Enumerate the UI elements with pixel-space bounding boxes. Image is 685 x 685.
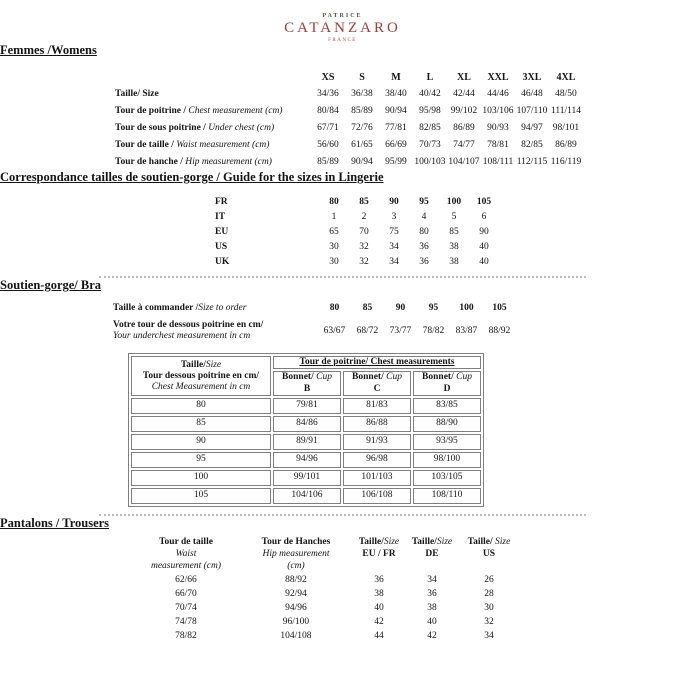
cell: 99/102 <box>450 105 478 116</box>
header-sub: DE <box>425 549 439 560</box>
cell: 103/105 <box>413 470 481 486</box>
cell: 4 <box>421 211 427 222</box>
group-header-text: Tour de poitrine/ Chest measurements <box>299 357 455 367</box>
cell: 84/86 <box>273 416 341 432</box>
lingerie-row-eu <box>215 224 499 239</box>
row-label-fr: Tour de hanche / <box>115 156 186 167</box>
row-label-fr: Taille à commander / <box>113 303 199 313</box>
header-sub: EU / FR <box>362 549 396 560</box>
row-label-fr: Taille/ Size <box>115 88 159 99</box>
cell: 30 <box>484 602 494 613</box>
row-label <box>113 317 318 345</box>
cell: 44/46 <box>487 88 509 99</box>
row-label-en: Hip measurement (cm) <box>185 156 272 167</box>
cell: 2 <box>361 211 367 222</box>
womens-row-chest <box>115 102 583 119</box>
cell: 32 <box>359 256 369 267</box>
cup-row-100 <box>131 470 481 486</box>
cell: 56/60 <box>317 139 339 150</box>
header-fr: Taille/ <box>411 537 437 548</box>
cell: 95/99 <box>385 156 407 167</box>
cell: 5 <box>451 211 457 222</box>
cell: 96/98 <box>343 452 411 468</box>
cell: 80 <box>329 303 340 313</box>
waist-column-header <box>130 537 242 573</box>
cup-group-header <box>273 356 481 369</box>
cell: 62/66 <box>175 574 197 585</box>
cell: 103/106 <box>482 105 514 116</box>
cell: 95/98 <box>419 105 441 116</box>
section-title-bra: Soutien-gorge/ Bra <box>0 278 102 292</box>
header-sub: US <box>482 549 496 560</box>
header-en: Size <box>495 537 511 548</box>
cell: 92/94 <box>285 588 307 599</box>
cell: 65 <box>329 226 339 237</box>
cell: 90/94 <box>351 156 373 167</box>
row-label-fr: Votre tour de dessous poitrine en cm/ <box>113 320 264 331</box>
cup-c-header <box>343 371 411 396</box>
cell: 40 <box>479 256 489 267</box>
cup-b-header <box>273 371 341 396</box>
cell: 82/85 <box>521 139 543 150</box>
size-header-xxl: XXL <box>487 71 509 83</box>
trousers-row <box>130 629 522 643</box>
cell: 32 <box>359 241 369 252</box>
lingerie-row-uk <box>215 254 499 269</box>
row-label-en: Waist measurement (cm) <box>176 139 270 150</box>
cell: 34/36 <box>317 88 339 99</box>
cup-header-row-1 <box>131 356 481 369</box>
womens-row-waist <box>115 136 583 153</box>
cell: 30 <box>329 256 339 267</box>
cup-label-en: Cup <box>386 372 402 383</box>
lingerie-row-us <box>215 239 499 254</box>
cell: 78/82 <box>175 630 197 641</box>
cell: 83/87 <box>455 326 478 336</box>
row-label: IT <box>215 211 226 222</box>
section-title-trousers: Pantalons / Trousers <box>0 516 110 531</box>
header-fr: Taille/ <box>180 359 206 370</box>
row-label: US <box>215 241 228 252</box>
cell: 66/70 <box>175 588 197 599</box>
brand-logo-catanzaro-text: CATANZARO <box>284 20 401 36</box>
size-header-3xl: 3XL <box>522 71 542 83</box>
cup-label-fr: Bonnet/ <box>282 372 317 383</box>
cell: 30 <box>329 241 339 252</box>
row-label: EU <box>215 226 229 237</box>
cell: 77/81 <box>385 122 407 133</box>
cell: 66/69 <box>385 139 407 150</box>
row-label-fr: Tour de taille / <box>115 139 177 150</box>
cell: 104/106 <box>273 488 341 504</box>
womens-row-hip <box>115 153 583 170</box>
cell: 101/103 <box>343 470 411 486</box>
cell: 108/110 <box>413 488 481 504</box>
size-header-xl: XL <box>457 71 471 83</box>
cell: 40 <box>427 616 437 627</box>
cell: 44 <box>374 630 384 641</box>
section-title-womens: Femmes /Womens <box>0 43 97 57</box>
cell: 112/115 <box>516 156 548 167</box>
cell: 100 <box>131 470 271 486</box>
cell: 74/78 <box>175 616 197 627</box>
cell: 98/100 <box>413 452 481 468</box>
cell: 90/93 <box>487 122 509 133</box>
header-en: Waist <box>175 549 197 560</box>
trousers-header-row <box>130 537 522 573</box>
cup-size-column-header <box>131 356 271 396</box>
header-fr: Taille/ <box>358 537 384 548</box>
bra-underchest-row <box>113 317 516 345</box>
cell: 90 <box>131 434 271 450</box>
header-en: (cm) <box>287 560 305 571</box>
cell: 72/76 <box>351 122 373 133</box>
cell: 85 <box>359 196 369 207</box>
cell: 46/48 <box>521 88 543 99</box>
cell: 85/89 <box>317 156 339 167</box>
cup-label-en: Cup <box>456 372 472 383</box>
cell: 90 <box>389 196 399 207</box>
cell: 88/92 <box>285 574 307 585</box>
cell: 70/74 <box>175 602 197 613</box>
header-fr: Tour de taille <box>159 537 213 548</box>
lingerie-row-fr <box>215 194 499 209</box>
cell: 34 <box>389 241 399 252</box>
cell: 105 <box>476 196 492 207</box>
brand-logo <box>0 0 685 43</box>
lingerie-correspondence-table <box>215 194 499 269</box>
cell: 73/77 <box>389 326 412 336</box>
cell: 34 <box>484 630 494 641</box>
cell: 88/90 <box>413 416 481 432</box>
cell: 100 <box>446 196 462 207</box>
row-label <box>115 119 311 136</box>
cell: 36 <box>427 588 437 599</box>
cell: 90 <box>395 303 406 313</box>
cell: 85 <box>449 226 459 237</box>
cell: 86/89 <box>555 139 577 150</box>
empty-corner-cell <box>115 69 311 85</box>
cell: 38 <box>449 256 459 267</box>
size-header-m: M <box>391 71 401 83</box>
cell: 42 <box>374 616 384 627</box>
trousers-row <box>130 601 522 615</box>
cell: 90/94 <box>385 105 407 116</box>
header-fr: Tour de Hanches <box>261 537 331 548</box>
cell: 67/71 <box>317 122 339 133</box>
row-label-en: Size to order <box>198 303 247 313</box>
cell: 36 <box>419 241 429 252</box>
cell: 104/107 <box>448 156 480 167</box>
cell: 82/85 <box>419 122 441 133</box>
size-header-l: L <box>426 71 434 83</box>
cell: 63/67 <box>323 326 346 336</box>
cell: 26 <box>484 574 494 585</box>
womens-measurements-table <box>115 69 583 170</box>
cell: 42/44 <box>453 88 475 99</box>
cell: 94/96 <box>285 602 307 613</box>
lingerie-row-it <box>215 209 499 224</box>
cell: 34 <box>389 256 399 267</box>
row-label-en: Your underchest measurement in cm <box>113 331 251 341</box>
cell: 94/97 <box>521 122 543 133</box>
cell: 96/100 <box>282 616 310 627</box>
cup-label-en: Cup <box>316 372 332 383</box>
brand-logo-patrice-text: PATRICE <box>322 13 363 19</box>
cell: 75 <box>389 226 399 237</box>
cell: 38 <box>427 602 437 613</box>
bra-cup-measurements-table <box>128 353 484 507</box>
cell: 100 <box>459 303 474 313</box>
cell: 89/91 <box>273 434 341 450</box>
cell: 90 <box>479 226 489 237</box>
size-header-s: S <box>359 71 365 83</box>
bra-order-table <box>113 299 516 345</box>
cup-d-header <box>413 371 481 396</box>
cell: 107/110 <box>516 105 548 116</box>
size-header-xs: XS <box>321 71 335 83</box>
row-label: FR <box>215 196 228 207</box>
cell: 108/111 <box>482 156 514 167</box>
cup-label-fr: Bonnet/ <box>422 372 457 383</box>
cell: 3 <box>391 211 397 222</box>
cell: 48/50 <box>555 88 577 99</box>
cell: 88/92 <box>488 326 511 336</box>
cell: 74/77 <box>453 139 475 150</box>
cell: 81/83 <box>343 398 411 414</box>
cell: 70/73 <box>419 139 441 150</box>
row-label <box>115 153 311 170</box>
row-label <box>115 85 311 102</box>
cell: 95 <box>131 452 271 468</box>
cup-letter: D <box>443 383 451 394</box>
cell: 116/119 <box>550 156 582 167</box>
womens-row-size <box>115 85 583 102</box>
cell: 111/114 <box>550 105 582 116</box>
cup-row-95 <box>131 452 481 468</box>
cell: 93/95 <box>413 434 481 450</box>
cup-row-80 <box>131 398 481 414</box>
cell: 94/96 <box>273 452 341 468</box>
cell: 40 <box>374 602 384 613</box>
cell: 68/72 <box>356 326 379 336</box>
row-label-fr: Tour de sous poitrine / <box>115 122 209 133</box>
cell: 38 <box>374 588 384 599</box>
cell: 99/101 <box>273 470 341 486</box>
cell: 105 <box>492 303 507 313</box>
cell: 1 <box>331 211 337 222</box>
de-size-column-header <box>408 537 456 573</box>
cell: 80/84 <box>317 105 339 116</box>
header-en: Size <box>436 537 453 548</box>
cell: 42 <box>427 630 437 641</box>
header-en: Hip measurement <box>262 549 330 560</box>
header-en: Size <box>205 359 222 370</box>
header-en: Size <box>383 537 400 548</box>
row-label-en: Under chest (cm) <box>208 122 275 133</box>
row-label <box>115 102 311 119</box>
eu-fr-size-column-header <box>350 537 408 573</box>
cell: 80 <box>131 398 271 414</box>
bra-size-to-order-row <box>113 299 516 317</box>
cell: 79/81 <box>273 398 341 414</box>
womens-row-underchest <box>115 119 583 136</box>
cell: 34 <box>427 574 437 585</box>
cell: 6 <box>481 211 487 222</box>
trousers-row <box>130 573 522 587</box>
cell: 95 <box>428 303 439 313</box>
header-en: measurement (cm) <box>150 560 222 571</box>
cell: 104/108 <box>280 630 312 641</box>
cell: 86/88 <box>343 416 411 432</box>
cell: 36 <box>374 574 384 585</box>
cell: 98/101 <box>552 122 580 133</box>
cell: 80 <box>329 196 339 207</box>
cell: 40/42 <box>419 88 441 99</box>
cell: 61/65 <box>351 139 373 150</box>
cell: 106/108 <box>343 488 411 504</box>
cell: 105 <box>131 488 271 504</box>
trousers-row <box>130 615 522 629</box>
section-title-lingerie-guide: Correspondance tailles de soutien-gorge / Guide for the sizes in Lingerie <box>0 170 384 184</box>
cell: 100/103 <box>414 156 446 167</box>
header-line3: Chest Measurement in cm <box>151 381 251 392</box>
cell: 36 <box>419 256 429 267</box>
brand-logo-france-text: FRANCE <box>328 38 357 43</box>
trousers-size-table <box>130 537 522 643</box>
womens-header-row <box>115 69 583 85</box>
row-label <box>113 299 318 317</box>
row-label <box>115 136 311 153</box>
cell: 70 <box>359 226 369 237</box>
cell: 32 <box>484 616 494 627</box>
cell: 78/81 <box>487 139 509 150</box>
cell: 36/38 <box>351 88 373 99</box>
us-size-column-header <box>456 537 522 573</box>
cell: 86/89 <box>453 122 475 133</box>
header-line2: Tour dessous poitrine en cm/ <box>142 370 260 381</box>
cell: 95 <box>419 196 429 207</box>
cell: 38 <box>449 241 459 252</box>
cell: 80 <box>419 226 429 237</box>
cup-letter: B <box>303 383 311 394</box>
cup-letter: C <box>373 383 381 394</box>
cell: 83/85 <box>413 398 481 414</box>
cell: 91/93 <box>343 434 411 450</box>
hip-column-header <box>242 537 350 573</box>
cup-row-105 <box>131 488 481 504</box>
header-fr: Taille/ <box>467 537 496 548</box>
cup-row-90 <box>131 434 481 450</box>
row-label: UK <box>215 256 230 267</box>
trousers-row <box>130 587 522 601</box>
row-label-fr: Tour de poitrine / <box>115 105 189 116</box>
cell: 38/40 <box>385 88 407 99</box>
size-header-4xl: 4XL <box>556 71 576 83</box>
cell: 85 <box>362 303 373 313</box>
cell: 85/89 <box>351 105 373 116</box>
cell: 85 <box>131 416 271 432</box>
cup-label-fr: Bonnet/ <box>352 372 387 383</box>
cell: 78/82 <box>422 326 445 336</box>
cell: 40 <box>479 241 489 252</box>
row-label-en: Chest measurement (cm) <box>188 105 283 116</box>
cup-row-85 <box>131 416 481 432</box>
cell: 28 <box>484 588 494 599</box>
